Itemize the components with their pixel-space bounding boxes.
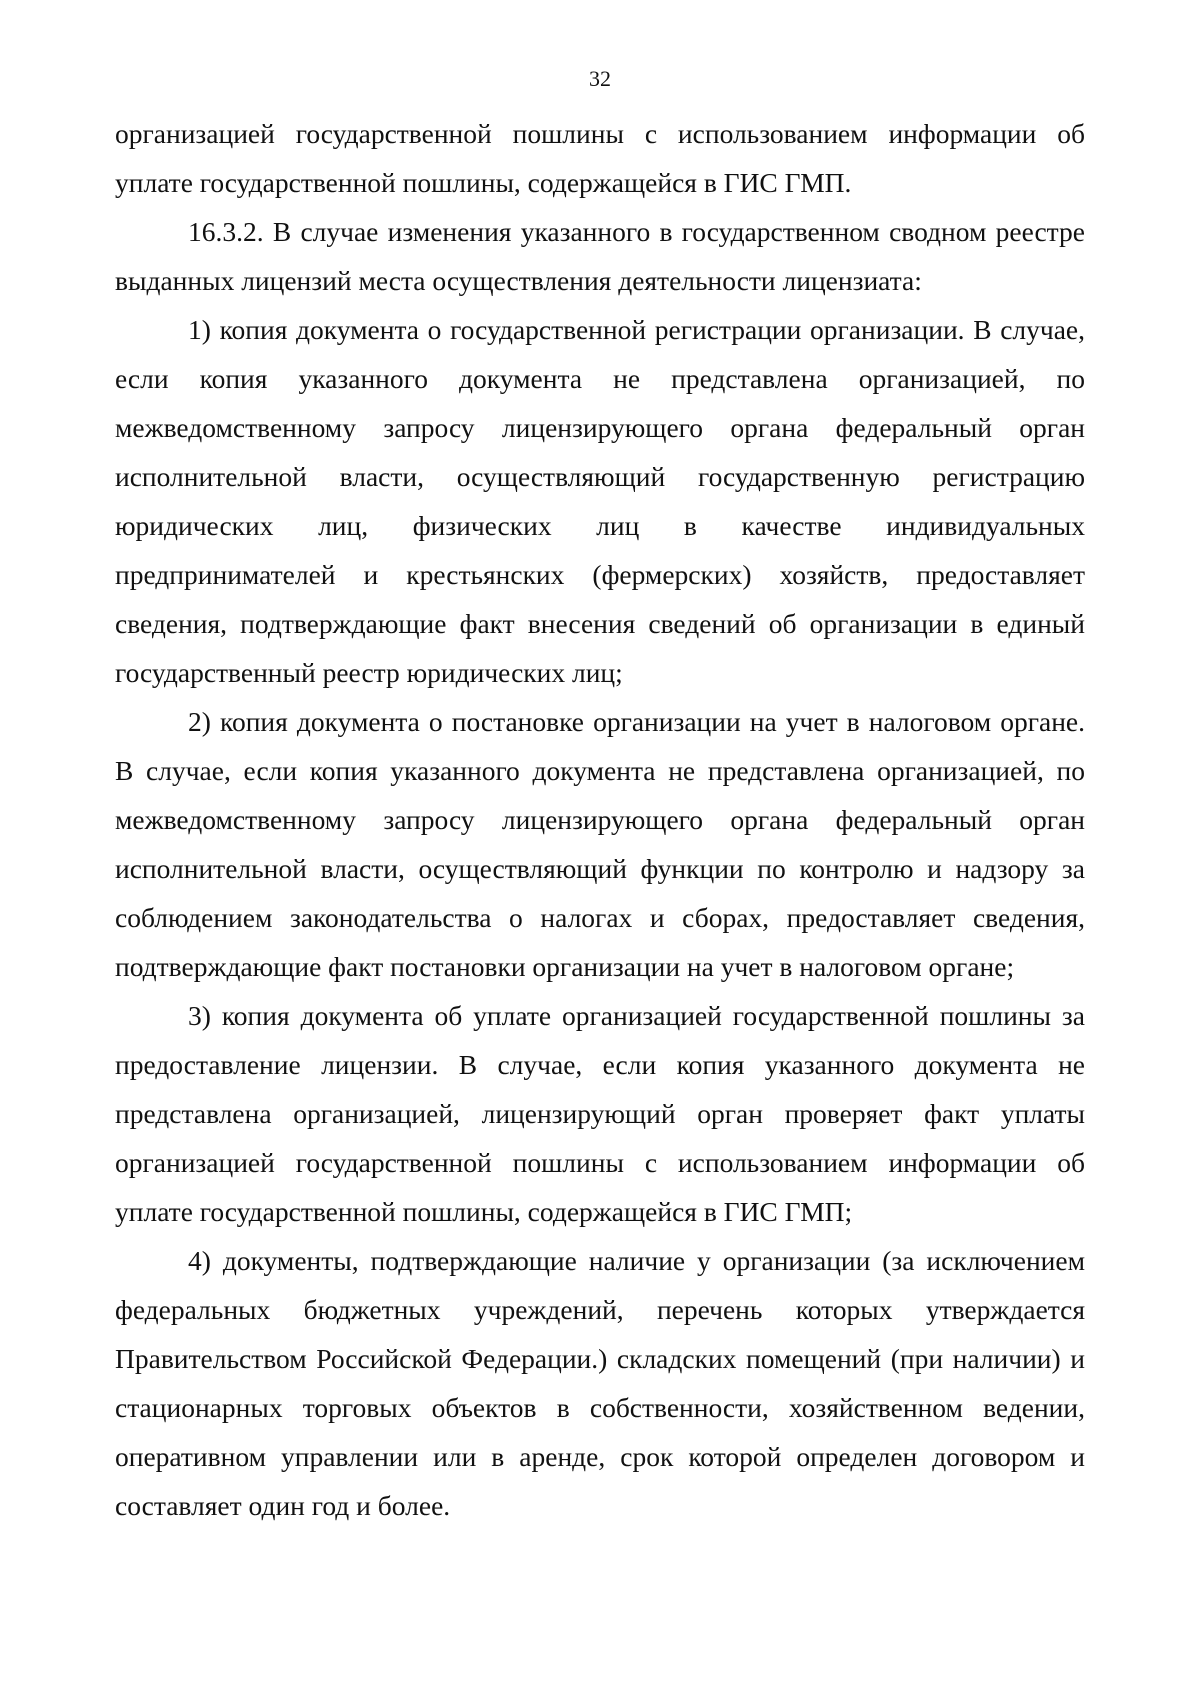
paragraph-item-3: 3) копия документа об уплате организацией государственной пошлины за предоставление лицензии. В случае, если копия указанного документа не представлена организацией, лицензирующий орган проверяет факт уплаты организацией государственной пошлины с использованием информации об уплате государственной пошлины, содержащейся в ГИС ГМП; [115,1000,1085,1227]
paragraph-clause-16-3-2: 16.3.2. В случае изменения указанного в государственном сводном реестре выданных лицензий места осуществления деятельности лицензиата: [115,216,1085,296]
paragraph-item-4: 4) документы, подтверждающие наличие у организации (за исключением федеральных бюджетных учреждений, перечень которых утверждается Правительством Российской Федерации.) складских помещений (при наличии) и стационарных торговых объектов в собственности, хозяйственном ведении, оперативном управлении или в аренде, срок которой определен договором и составляет один год и более. [115,1245,1085,1521]
paragraph-continuation: организацией государственной пошлины с использованием информации об уплате государственной пошлины, содержащейся в ГИС ГМП. [115,118,1085,198]
page-number: 32 [589,66,611,91]
paragraph-item-1: 1) копия документа о государственной регистрации организации. В случае, если копия указанного документа не представлена организацией, по межведомственному запросу лицензирующего органа федеральный орган исполнительной власти, осуществляющий государственную регистрацию юридических лиц, физических лиц в качестве индивидуальных предпринимателей и крестьянских (фермерских) хозяйств, предоставляет сведения, подтверждающие факт внесения сведений об организации в единый государственный реестр юридических лиц; [115,314,1085,688]
paragraph-item-2: 2) копия документа о постановке организации на учет в налоговом органе. В случае, если копия указанного документа не представлена организацией, по межведомственному запросу лицензирующего органа федеральный орган исполнительной власти, осуществляющий функции по контролю и надзору за соблюдением законодательства о налогах и сборах, предоставляет сведения, подтверждающие факт постановки организации на учет в налоговом органе; [115,706,1085,982]
document-body [115,109,1085,1530]
